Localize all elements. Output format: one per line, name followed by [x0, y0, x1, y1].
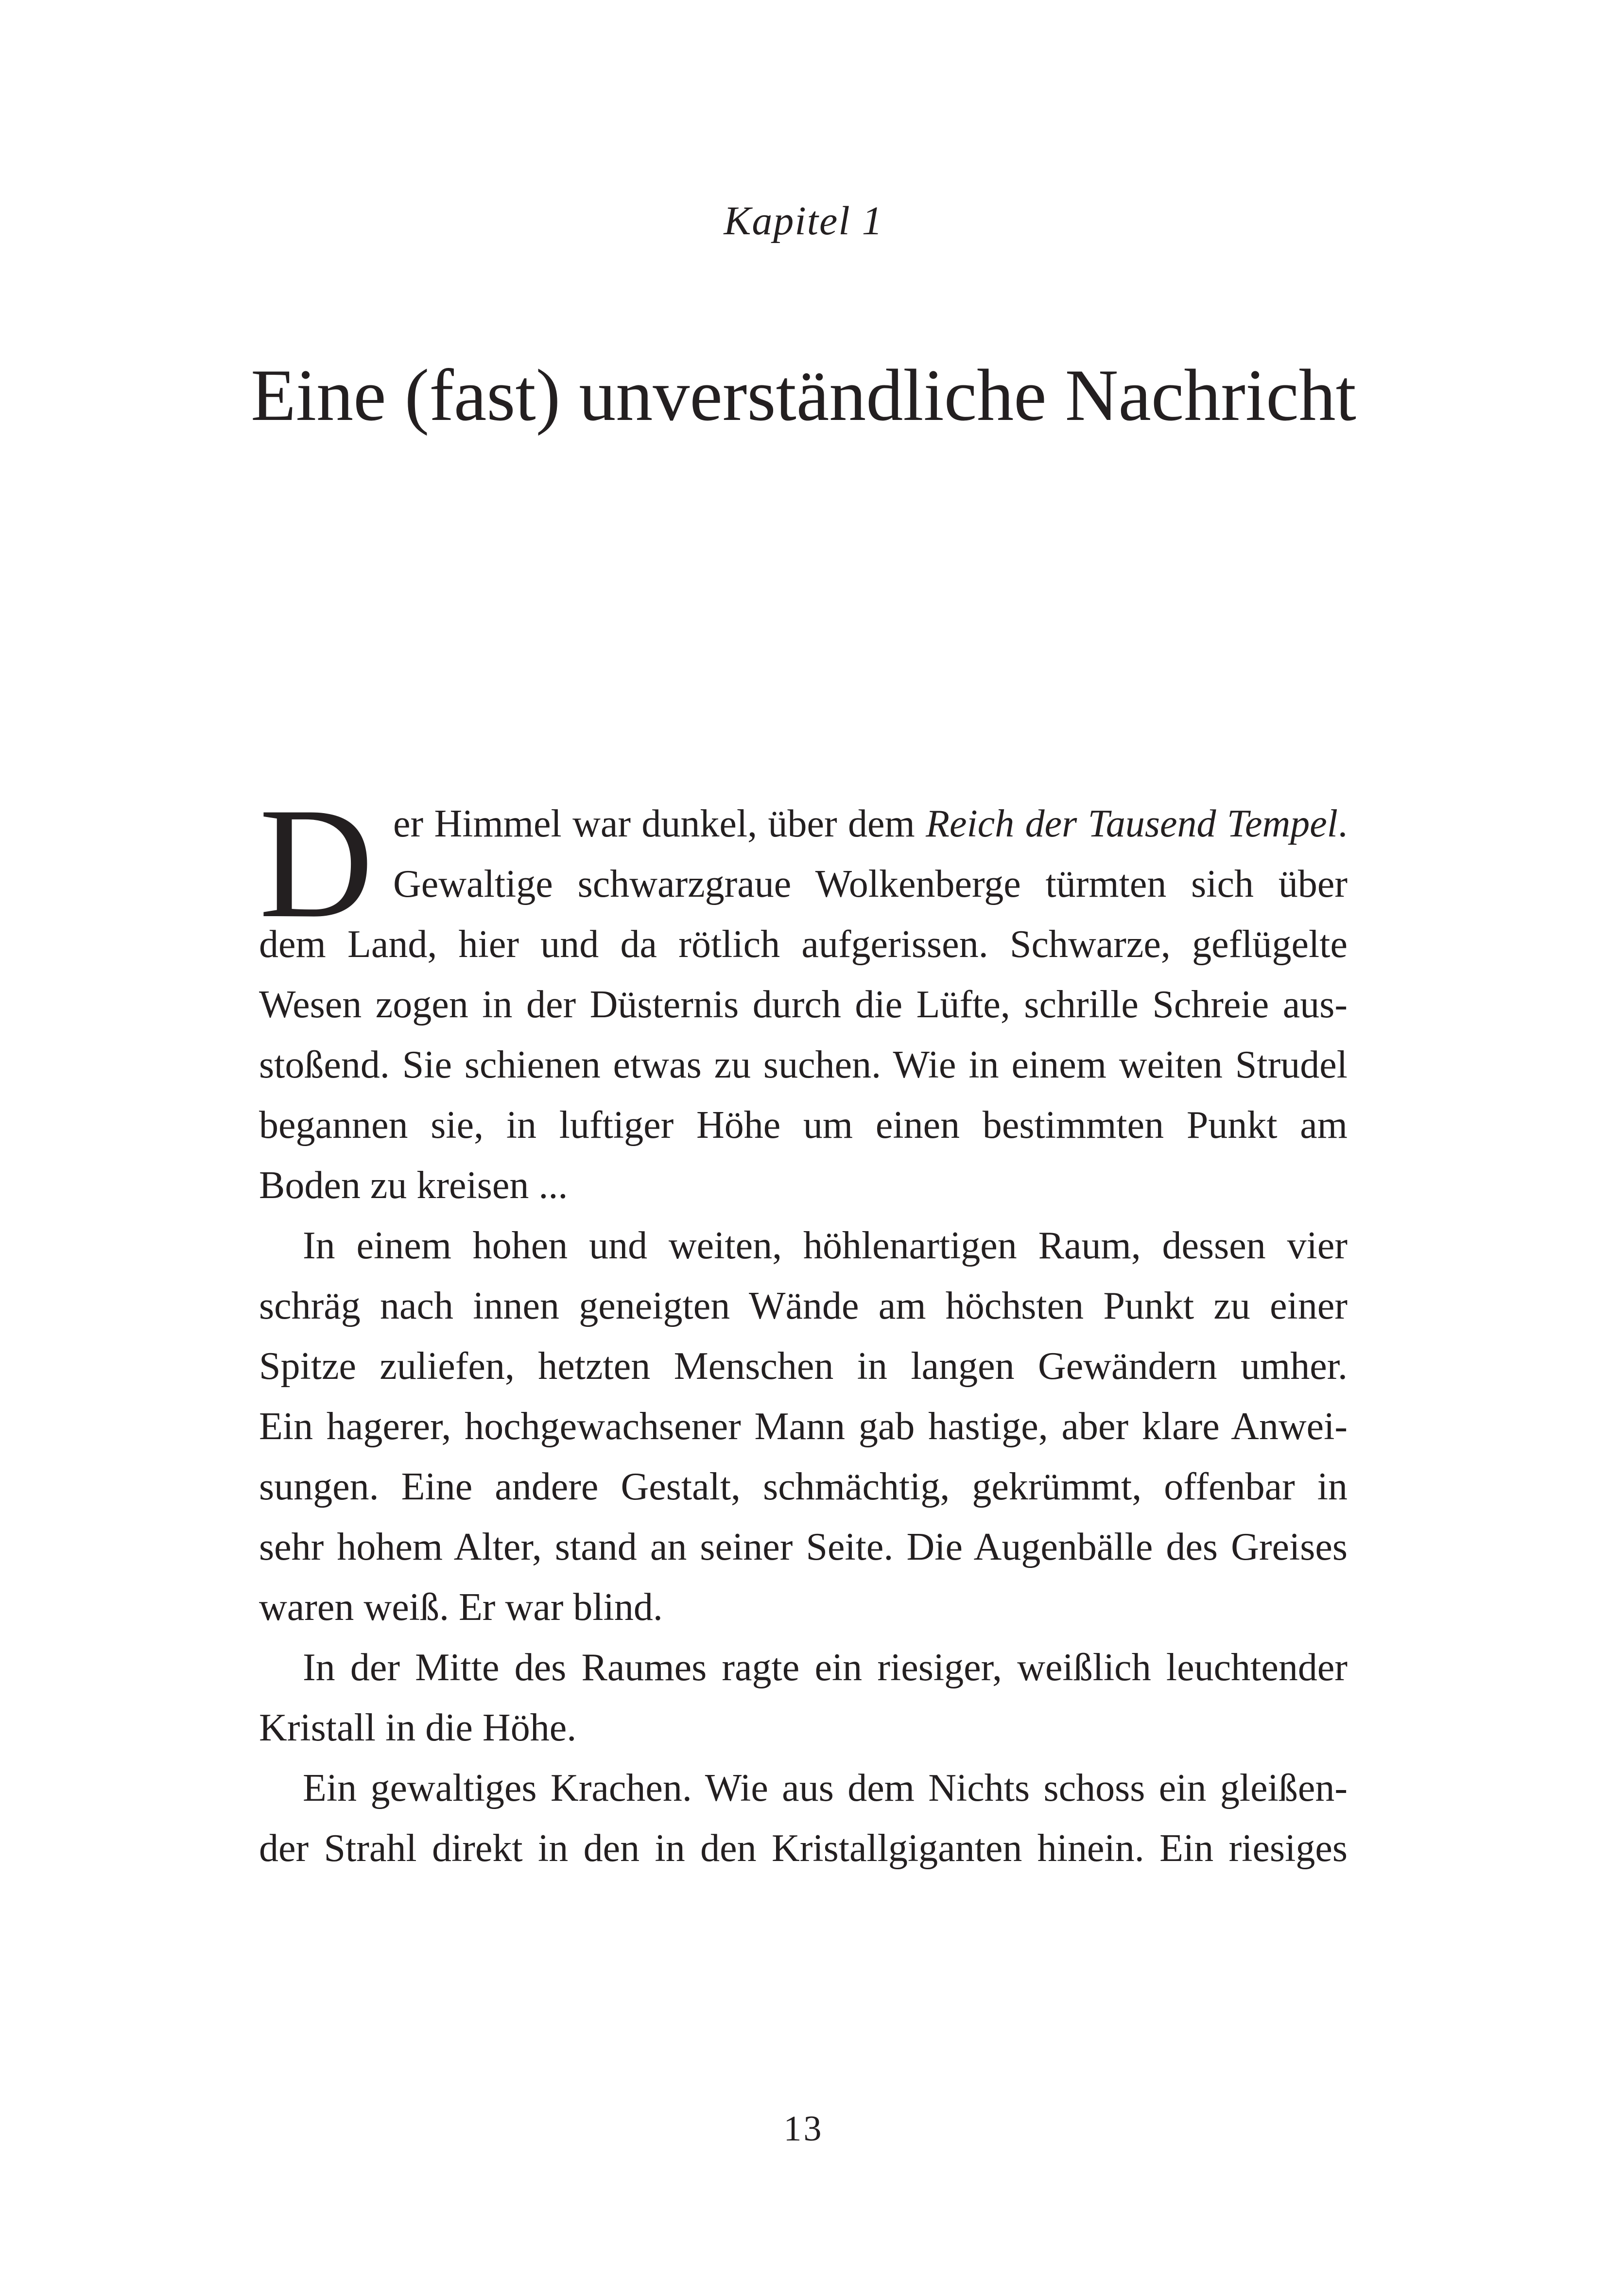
- text-run: .: [1338, 802, 1348, 845]
- text-line: Ein hagerer, hochgewachsener Mann gab hastige, aber klare Anwei-: [259, 1405, 1348, 1448]
- text-line: Ein gewaltiges Krachen. Wie aus dem Nichts schoss ein gleißen-: [303, 1767, 1348, 1809]
- text-line: begannen sie, in luftiger Höhe um einen bestimmten Punkt am: [259, 1104, 1348, 1147]
- chapter-label: Kapitel 1: [724, 198, 883, 244]
- text-line: stoßend. Sie schienen etwas zu suchen. Wie in einem weiten Strudel: [259, 1044, 1348, 1086]
- text-line: [259, 794, 1348, 854]
- text-line: dem Land, hier und da rötlich aufgerissen. Schwarze, geflügelte: [259, 923, 1348, 966]
- text-line: In einem hohen und weiten, höhlenartigen Raum, dessen vier: [303, 1224, 1348, 1267]
- text-line: Kristall in die Höhe.: [259, 1706, 577, 1749]
- text-line: In der Mitte des Raumes ragte ein riesiger, weißlich leuchtender: [303, 1646, 1348, 1689]
- text-line: sungen. Eine andere Gestalt, schmächtig, gekrümmt, offenbar in: [259, 1465, 1348, 1508]
- text-line: der Strahl direkt in den in den Kristallgiganten hinein. Ein riesiges: [259, 1827, 1348, 1870]
- text-line: Gewaltige schwarzgraue Wolkenberge türmten sich über: [393, 863, 1348, 905]
- text-line: waren weiß. Er war blind.: [259, 1586, 663, 1629]
- body-text: [259, 775, 1348, 1879]
- text-line: sehr hohem Alter, stand an seiner Seite. Die Augenbälle des Greises: [259, 1526, 1348, 1568]
- text-line: Wesen zogen in der Düsternis durch die Lüfte, schrille Schreie aus-: [259, 983, 1348, 1026]
- chapter-title: Eine (fast) unverständliche Nachricht: [251, 354, 1356, 436]
- text-line: Boden zu kreisen ...: [259, 1164, 568, 1207]
- text-line: Spitze zuliefen, hetzten Menschen in langen Gewändern umher.: [259, 1345, 1348, 1388]
- page-number: 13: [783, 2109, 824, 2149]
- drop-cap: D: [259, 775, 374, 951]
- text-run: er Himmel war dunkel, über dem: [393, 802, 926, 845]
- text-line: schräg nach innen geneigten Wände am höchsten Punkt zu einer: [259, 1285, 1348, 1327]
- book-title-italic: Reich der Tausend Tempel: [926, 802, 1338, 845]
